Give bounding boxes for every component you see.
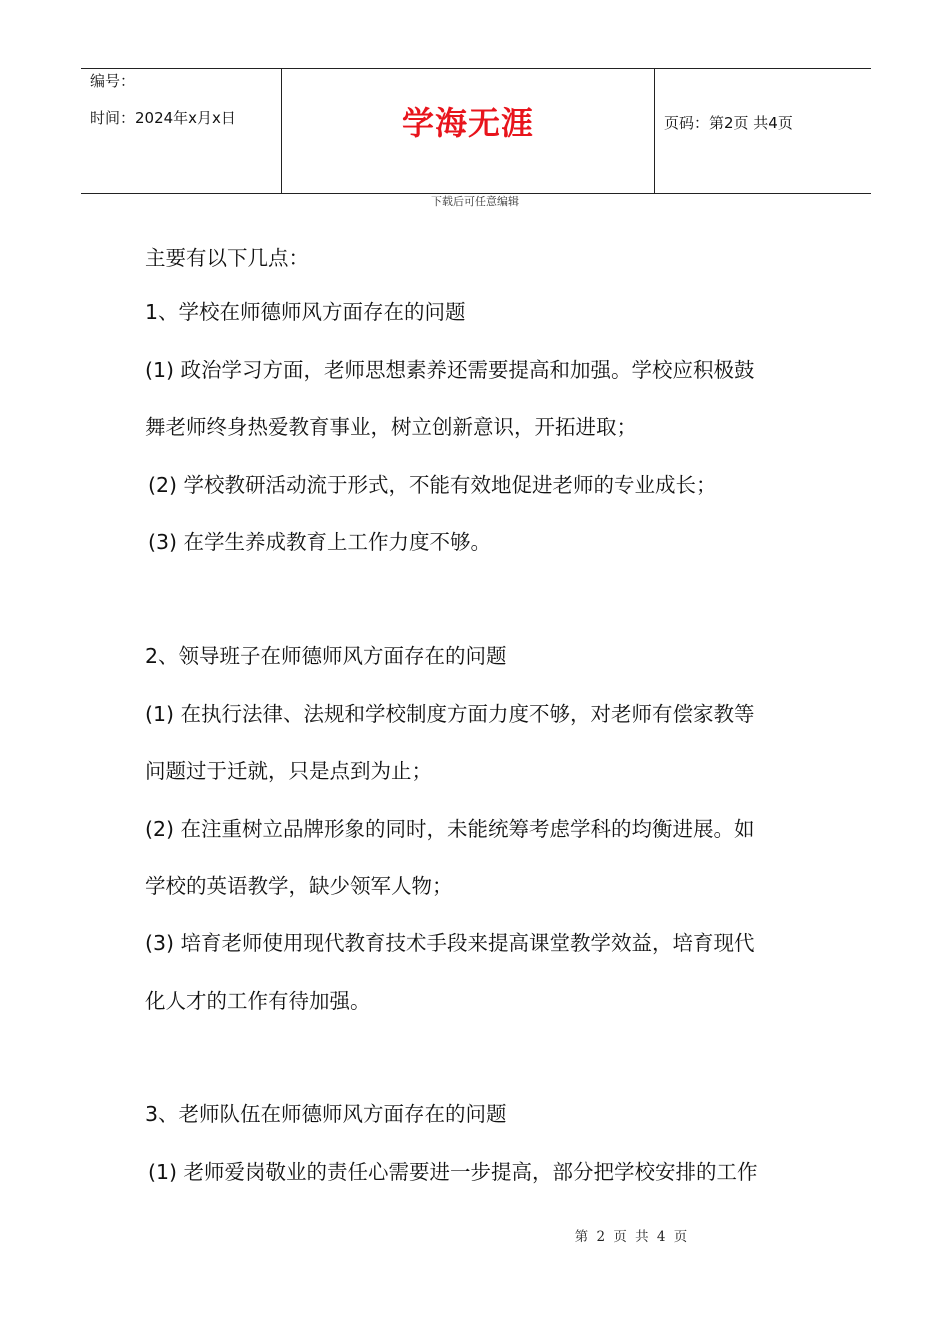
- section-2-heading: 2、领导班子在师德师风方面存在的问题: [145, 644, 507, 668]
- section-1-item-1-line-2: 舞老师终身热爱教育事业，树立创新意识，开拓进取；: [145, 415, 637, 439]
- intro-line: 主要有以下几点：: [145, 246, 309, 270]
- section-3-heading: 3、老师队伍在师德师风方面存在的问题: [145, 1102, 507, 1126]
- section-2-item-1-line-2: 问题过于迁就，只是点到为止；: [145, 759, 432, 783]
- section-2-item-2-line-1: (2) 在注重树立品牌形象的同时，未能统筹考虑学科的均衡进展。如: [145, 817, 755, 841]
- header-divider-right: [654, 68, 655, 194]
- header-page-label: 页码：第2页 共4页: [664, 114, 793, 132]
- section-1-item-2: (2) 学校教研活动流于形式，不能有效地促进老师的专业成长；: [148, 473, 717, 497]
- editable-note: 下载后可任意编辑: [431, 195, 519, 208]
- section-2-item-3-line-1: (3) 培育老师使用现代教育技术手段来提高课堂教学效益，培育现代: [145, 931, 755, 955]
- section-2-item-3-line-2: 化人才的工作有待加强。: [145, 989, 371, 1013]
- header-number-label: 编号：: [90, 72, 136, 90]
- header-top-rule: [81, 68, 871, 69]
- section-1-heading: 1、学校在师德师风方面存在的问题: [145, 300, 466, 324]
- section-2-item-1-line-1: (1) 在执行法律、法规和学校制度方面力度不够，对老师有偿家教等: [145, 702, 755, 726]
- page-footer: 第 2 页 共 4 页: [574, 1229, 688, 1245]
- section-1-item-1-line-1: (1) 政治学习方面，老师思想素养还需要提高和加强。学校应积极鼓: [145, 358, 755, 382]
- section-1-item-3: (3) 在学生养成教育上工作力度不够。: [148, 530, 492, 554]
- header-time-label: 时间：2024年x月x日: [90, 109, 236, 127]
- section-2-item-2-line-2: 学校的英语教学，缺少领军人物；: [145, 874, 453, 898]
- header-brand-title: 学海无涯: [401, 104, 534, 142]
- section-3-item-1-line-1: (1) 老师爱岗敬业的责任心需要进一步提高，部分把学校安排的工作: [148, 1160, 758, 1184]
- header-bottom-rule: [81, 193, 871, 194]
